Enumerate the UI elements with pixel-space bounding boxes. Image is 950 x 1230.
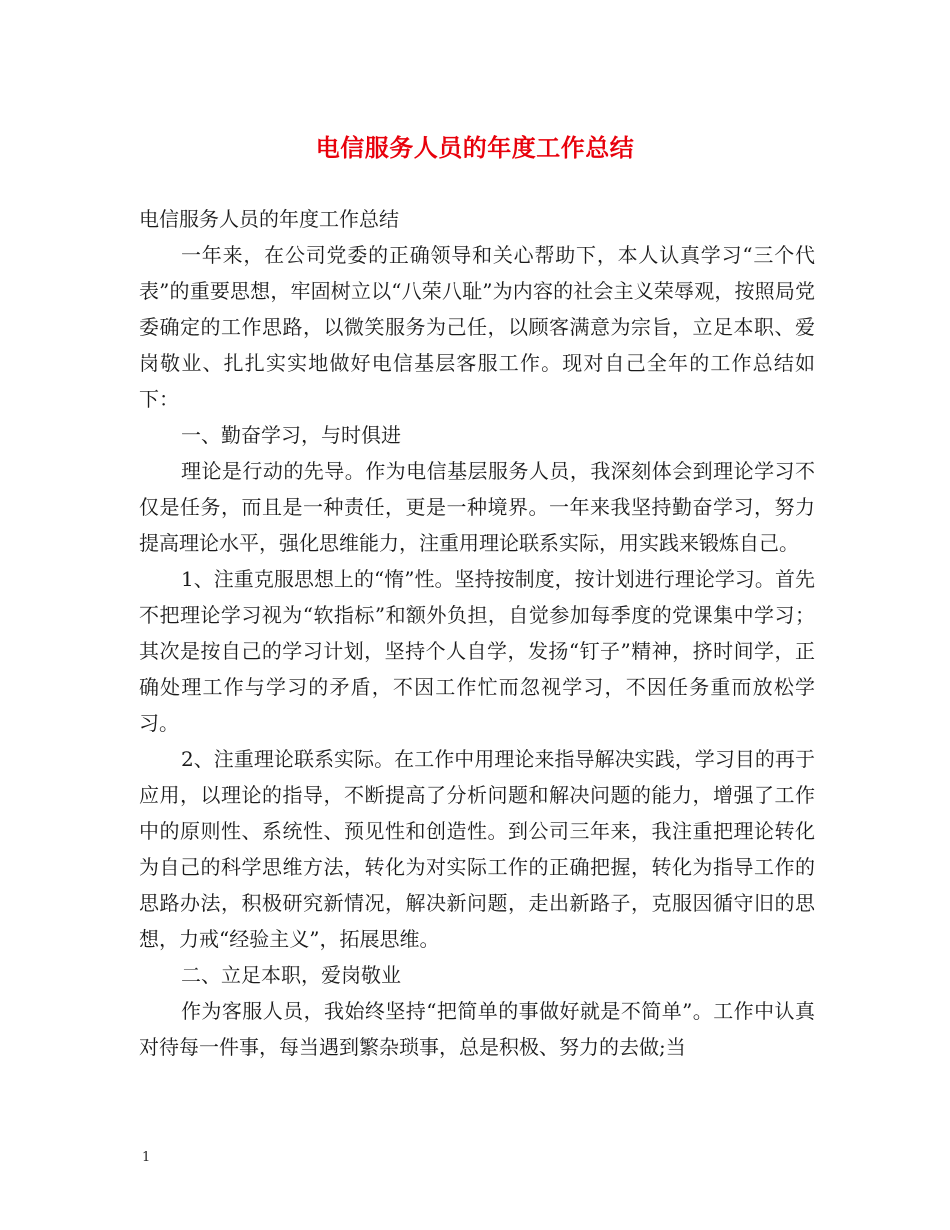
service-paragraph: 作为客服人员，我始终坚持“把简单的事做好就是不简单”。工作中认真对待每一件事，每当遇到繁杂琐事，总是积极、努力的去做;当 [139,999,815,1059]
section-heading-work: 二、立足本职，爱岗敬业 [181,963,401,987]
point-one-paragraph: 1、注重克服思想上的“惰”性。坚持按制度，按计划进行理论学习。首先不把理论学习视为“软指标”和额外负担，自觉参加每季度的党课集中学习；其次是按自己的学习计划，坚持个人自学，发扬“钉子”精神，挤时间学，正确处理工作与学习的矛盾，不因工作忙而忽视学习，不因任务重而放松学习。 [139,567,815,735]
page-number: 1 [142,1150,151,1165]
section-heading-study: 一、勤奋学习，与时俱进 [181,423,401,447]
body-heading: 电信服务人员的年度工作总结 [139,207,399,231]
document-title: 电信服务人员的年度工作总结 [315,133,635,162]
theory-paragraph: 理论是行动的先导。作为电信基层服务人员，我深刻体会到理论学习不仅是任务，而且是一种责任，更是一种境界。一年来我坚持勤奋学习，努力提高理论水平，强化思维能力，注重用理论联系实际，用实践来锻炼自己。 [139,459,815,555]
document-body [139,201,815,1065]
point-two-paragraph: 2、注重理论联系实际。在工作中用理论来指导解决实践，学习目的再于应用，以理论的指导，不断提高了分析问题和解决问题的能力，增强了工作中的原则性、系统性、预见性和创造性。到公司三年来，我注重把理论转化为自己的科学思维方法，转化为对实际工作的正确把握，转化为指导工作的思路办法，积极研究新情况，解决新问题，走出新路子，克服因循守旧的思想，力戒“经验主义”，拓展思维。 [139,747,815,951]
intro-paragraph: 一年来，在公司党委的正确领导和关心帮助下，本人认真学习“三个代表”的重要思想，牢固树立以“八荣八耻”为内容的社会主义荣辱观，按照局党委确定的工作思路，以微笑服务为己任，以顾客满意为宗旨，立足本职、爱岗敬业、扎扎实实地做好电信基层客服工作。现对自己全年的工作总结如下： [139,243,815,411]
